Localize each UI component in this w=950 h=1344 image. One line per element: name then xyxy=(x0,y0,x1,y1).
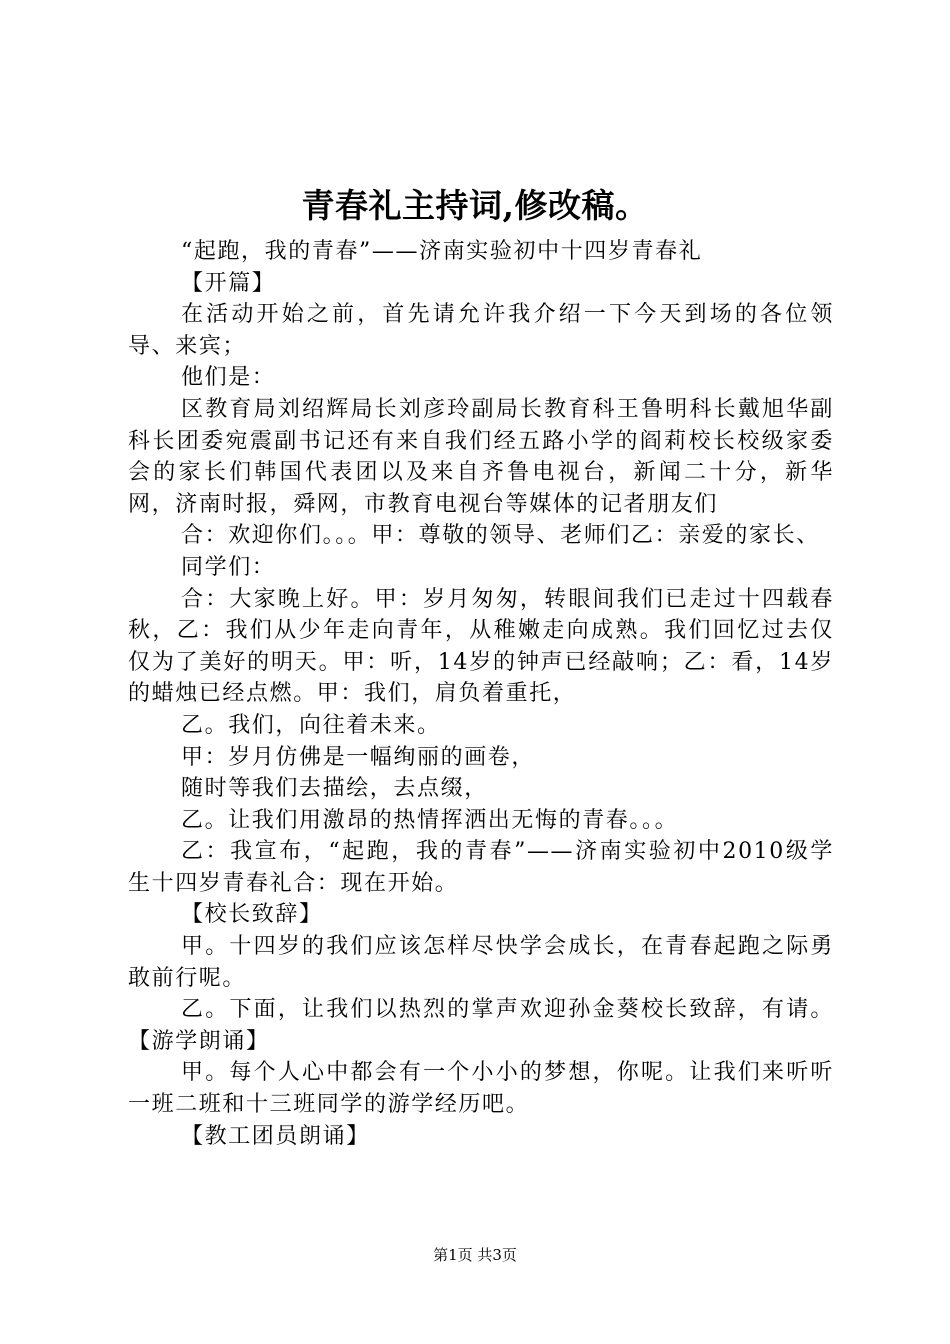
paragraph: 甲：岁月仿佛是一幅绚丽的画卷， xyxy=(181,744,536,770)
paragraph: 乙。下面，让我们以热烈的掌声欢迎孙金葵校长致辞，有请。【游学朗诵】 xyxy=(128,997,834,1054)
paragraph: 甲。每个人心中都会有一个小小的梦想，你呢。让我们来听听一班二班和十三班同学的游学经历吧。 xyxy=(128,1060,834,1118)
paragraph: 他们是： xyxy=(181,365,276,391)
document-body xyxy=(128,236,834,1152)
paragraph: 乙。我们，向往着未来。 xyxy=(181,712,441,738)
paragraph: 合：欢迎你们。。。甲：尊敬的领导、老师们乙：亲爱的家长、 xyxy=(181,523,820,549)
paragraph: 【校长致辞】 xyxy=(181,902,323,928)
paragraph: 在活动开始之前，首先请允许我介绍一下今天到场的各位领导、来宾； xyxy=(128,302,834,359)
paragraph: 乙。让我们用激昂的热情挥洒出无悔的青春。。。 xyxy=(181,807,679,833)
paragraph: 区教育局刘绍辉局长刘彦玲副局长教育科王鲁明科长戴旭华副科长团委宛震副书记还有来自我们经五路小学的阎莉校长校级家委会的家长们韩国代表团以及来自齐鲁电视台，新闻二十分，新华网，济南时报，舜网，市教育电视台等媒体的记者朋友们 xyxy=(128,396,834,517)
paragraph: 【教工团员朗诵】 xyxy=(181,1123,370,1149)
paragraph: 乙：我宣布，“起跑，我的青春”——济南实验初中2010级学生十四岁青春礼合：现在开始。 xyxy=(128,839,834,896)
paragraph: 【开篇】 xyxy=(181,270,276,296)
page-footer: 第1页 共3页 xyxy=(433,1246,517,1264)
paragraph: 同学们： xyxy=(181,554,276,580)
paragraph: 合：大家晚上好。甲：岁月匆匆，转眼间我们已走过十四载春秋，乙：我们从少年走向青年，从稚嫩走向成熟。我们回忆过去仅仅为了美好的明天。甲：听，14岁的钟声已经敲响；乙：看，14岁的蜡烛已经点燃。甲：我们，肩负着重托， xyxy=(128,586,834,707)
paragraph: “起跑，我的青春”——济南实验初中十四岁青春礼 xyxy=(181,239,703,264)
paragraph: 甲。十四岁的我们应该怎样尽快学会成长，在青春起跑之际勇敢前行呢。 xyxy=(128,934,834,991)
document-title: 青春礼主持词,修改稿。 xyxy=(301,186,649,225)
paragraph: 随时等我们去描绘，去点缀， xyxy=(181,776,488,802)
